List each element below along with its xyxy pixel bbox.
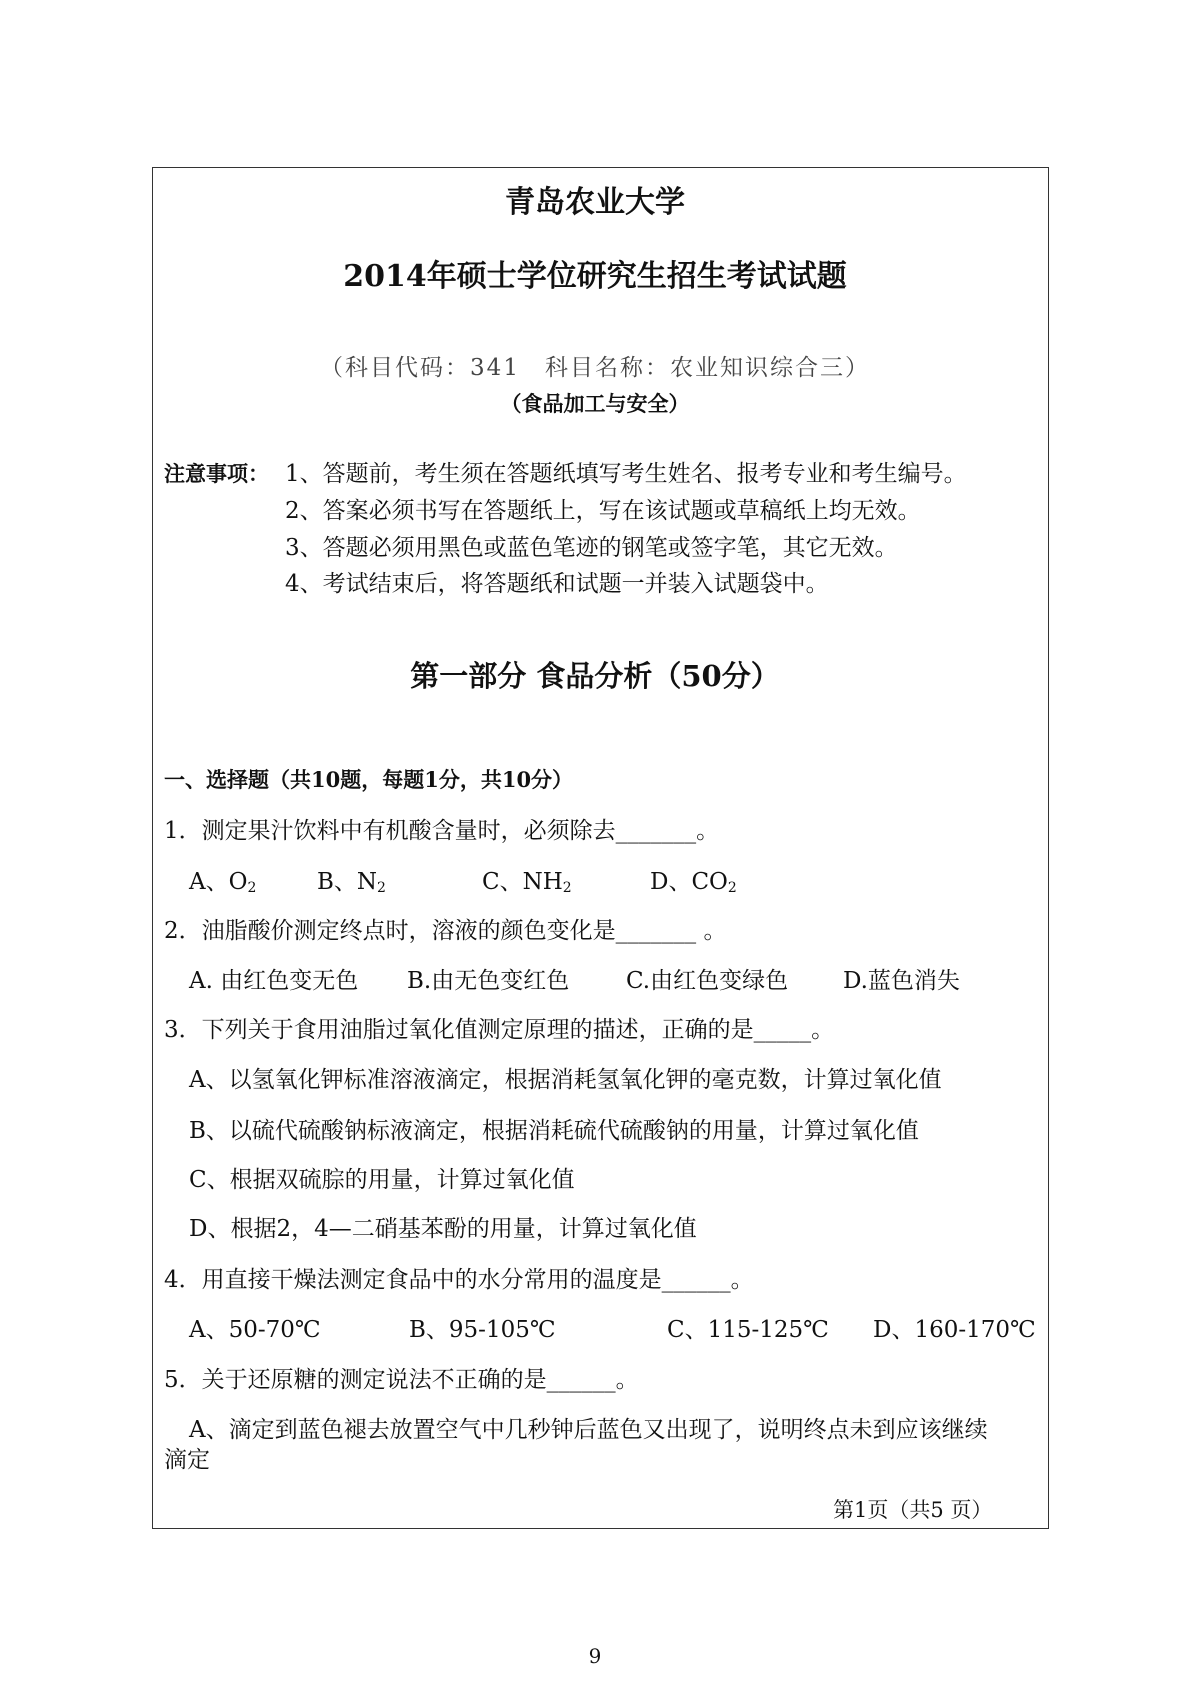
question-3: 3．下列关于食用油脂过氧化值测定原理的描述，正确的是_____。 xyxy=(164,1017,835,1043)
note-item: 4、考试结束后，将答题纸和试题一并装入试题袋中。 xyxy=(285,571,829,597)
part-title: 第一部分 食品分析（50分） xyxy=(410,659,780,693)
note-item: 3、答题必须用黑色或蓝色笔迹的钢笔或签字笔，其它无效。 xyxy=(285,535,898,561)
question-5: 5．关于还原糖的测定说法不正确的是______。 xyxy=(164,1367,639,1393)
option: C、根据双硫腙的用量，计算过氧化值 xyxy=(189,1167,575,1193)
subscript: 2 xyxy=(562,880,572,896)
note-item: 1、答题前，考生须在答题纸填写考生姓名、报考专业和考生编号。 xyxy=(285,461,967,487)
university-title: 青岛农业大学 xyxy=(505,185,685,220)
option: C、115-125℃ xyxy=(667,1317,829,1343)
option: C、$NH_2$ xyxy=(482,869,572,896)
option: A、以氢氧化钾标准溶液滴定，根据消耗氢氧化钾的毫克数，计算过氧化值 xyxy=(189,1067,942,1093)
page-number: 9 xyxy=(588,1644,602,1668)
option: C.由红色变绿色 xyxy=(626,968,789,994)
note-item: 2、答案必须书写在答题纸上，写在该试题或草稿纸上均无效。 xyxy=(285,498,921,524)
option: D、根据2，4—二硝基苯酚的用量，计算过氧化值 xyxy=(189,1216,697,1242)
section-title: 一、选择题（共10题，每题1分，共10分） xyxy=(164,767,574,792)
exam-title: 2014年硕士学位研究生招生考试试题 xyxy=(343,259,847,294)
option: B.由无色变红色 xyxy=(407,968,570,994)
subscript: 2 xyxy=(247,880,257,896)
option-continued: 滴定 xyxy=(164,1447,210,1473)
subject-info: （科目代码：341 科目名称：农业知识综合三） xyxy=(320,355,870,381)
option: B、95-105℃ xyxy=(409,1317,556,1343)
option: A. 由红色变无色 xyxy=(189,968,359,994)
option: B、$N_2$ xyxy=(317,869,386,896)
page-info: 第1页（共5 页） xyxy=(833,1498,993,1522)
question-2: 2．油脂酸价测定终点时，溶液的颜色变化是_______ 。 xyxy=(164,918,727,944)
option: D、$CO_2$ xyxy=(650,869,737,896)
option: D.蓝色消失 xyxy=(843,968,960,994)
subscript: 2 xyxy=(377,880,386,896)
option: A、50-70℃ xyxy=(189,1317,321,1343)
notes-label: 注意事项： xyxy=(164,461,269,486)
subtitle: （食品加工与安全） xyxy=(500,391,690,416)
subscript: 2 xyxy=(727,880,737,896)
option: B、以硫代硫酸钠标液滴定，根据消耗硫代硫酸钠的用量，计算过氧化值 xyxy=(189,1118,919,1144)
option: D、160-170℃ xyxy=(873,1317,1036,1343)
option: A、滴定到蓝色褪去放置空气中几秒钟后蓝色又出现了，说明终点未到应该继续 xyxy=(189,1417,988,1443)
question-4: 4．用直接干燥法测定食品中的水分常用的温度是______。 xyxy=(164,1267,754,1293)
option: A、$O_2$ xyxy=(189,869,257,896)
question-1: 1．测定果汁饮料中有机酸含量时，必须除去_______。 xyxy=(164,818,720,844)
